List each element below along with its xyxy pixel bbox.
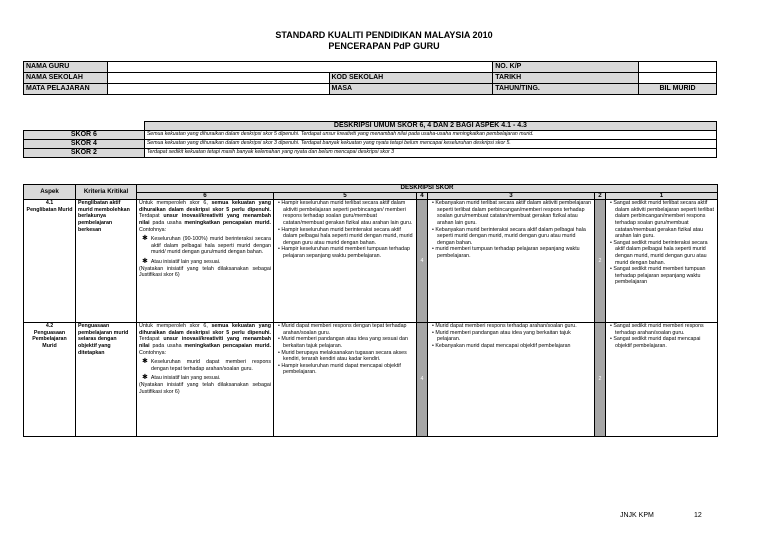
s6-intro-text: Contohnya: <box>139 226 167 233</box>
page-number: 12 <box>694 512 702 519</box>
label-bil-murid: BIL MURID <box>639 84 717 95</box>
list-item: • Kebanyakan murid dapat mencapai objektif pembelajaran <box>432 342 571 349</box>
s6-item: Keseluruhan (90-100%) murid berinteraksi secara aktif dalam pelbagai hala seperti murid dengan murid/ murid dengan guru/murid dengan bahan. <box>150 236 271 256</box>
score-2-cell[interactable]: 2 <box>595 323 606 437</box>
score-4-cell[interactable]: 4 <box>417 323 428 437</box>
head-s5: 5 <box>274 192 417 200</box>
s6-intro-text: Untuk memperoleh skor 6, <box>139 200 212 207</box>
head-s4: 4 <box>417 192 428 200</box>
aspek-number: 4.1 <box>45 200 54 207</box>
list-item: • Hampir keseluruhan murid dapat mencapai objektif pembelajaran. <box>278 362 401 376</box>
list-item: • Sangat sedikit murid memberi tumpuan terhadap pelajaran sepanjang waktu pembelajaran <box>610 266 706 286</box>
s6-item: Keseluruhan murid dapat memberi respons dengan tepat terhadap arahan/soalan guru. <box>150 359 271 372</box>
list-item: • Sangat sedikit murid dapat mencapai objektif pembelajaran. <box>610 336 701 349</box>
aspek-cell <box>24 323 76 437</box>
score-1-cell <box>606 323 718 437</box>
aspek-name: Penguasaan Pembelajaran Murid <box>32 329 67 349</box>
list-item: • Kebanyakan murid berinteraksi secara aktif dalam pelbagai hala seperti murid dengan murid, murid dengan guru atau murid dengan bahan. <box>432 226 586 246</box>
aspek-name: Penglibatan Murid <box>26 206 73 213</box>
list-item: • Kebanyakan murid terlibat secara aktif dalam aktiviti pembelajaran seperti terlibat dalam perbincangan/memberi respons terhadap soalan guru/membuat catatan/membuat gerakan fizikal atau arahan lain guru. <box>432 200 592 226</box>
list-item: • Hampir keseluruhan murid terlibat secara aktif dalam aktiviti pembelajaran seperti perbincangan/ memberi respons terhadap soalan guru/membuat catatan/membuat gerakan fizikal atau arahan lain guru. <box>278 200 413 226</box>
skor-6-desc: Semua kekuatan yang dihuraikan dalam deskripsi skor 5 dipenuhi. Terdapat unsur kreativiti yang menambah nilai pada usaha-usaha meningkatkan pembelajaran murid. <box>144 131 716 140</box>
asterisk-icon: ✱ <box>142 374 148 382</box>
label-tahun: TAHUN/TING. <box>493 84 639 95</box>
skor-2-label: SKOR 2 <box>24 149 145 158</box>
field-nama-guru[interactable] <box>107 62 492 73</box>
list-item: • murid memberi tumpuan terhadap pelajaran sepanjang waktu pembelajaran. <box>432 246 580 259</box>
s6-intro-bold: meningkatkan pencapaian murid. <box>184 342 271 349</box>
list-item: • Hampir keseluruhan murid memberi tumpuan terhadap pelajaran sepanjang waktu pembelajaran. <box>278 246 410 259</box>
page-subtitle: PENCERAPAN PdP GURU <box>328 41 440 51</box>
skor-4-desc: Semua kekuatan yang dihuraikan dalam deskripsi skor 3 dipenuhi. Terdapat banyak kekuatan yang nyata tetapi belum mencapai keseluruhan deskripsi skor 5. <box>144 140 716 149</box>
label-tarikh: TARIKH <box>493 73 639 84</box>
skor-table <box>23 121 717 158</box>
head-s1: 1 <box>606 192 718 200</box>
label-no-kp: NO. K/P <box>493 62 639 73</box>
s6-note: (Nyatakan inisiatif yang telah dilaksanakan sebagai Justifikasi skor 6) <box>139 381 271 395</box>
label-mata-pelajaran: MATA PELAJARAN <box>24 84 108 95</box>
page-title: STANDARD KUALITI PENDIDIKAN MALAYSIA 2010 <box>275 30 493 40</box>
score-5-cell <box>274 323 417 437</box>
score-5-cell <box>274 200 417 323</box>
list-item: • Murid memberi pandangan atau idea yang sesuai dan berkaitan tajuk pelajaran. <box>278 336 408 349</box>
s6-intro-bold: unsur inovasi/kreativiti yang menambah nilai <box>139 213 271 226</box>
score-6-cell <box>137 323 274 437</box>
list-item: • Murid dapat memberi respons dengan tepat terhadap arahan/soalan guru. <box>278 323 407 336</box>
field-mata-pelajaran[interactable] <box>107 84 329 95</box>
head-s2: 2 <box>595 192 606 200</box>
s6-intro-text: Terdapat <box>139 336 164 343</box>
score-4-cell[interactable]: 4 <box>417 200 428 323</box>
head-aspek: Aspek <box>24 185 76 200</box>
list-item: • Hampir keseluruhan murid berinteraksi secara aktif dalam pelbagai hala seperti murid dengan murid, murid dengan guru atau murid dengan bahan. <box>278 226 413 246</box>
asterisk-icon: ✱ <box>142 257 148 265</box>
label-masa: MASA <box>329 84 493 95</box>
aspek-number: 4.2 <box>45 323 54 330</box>
kriteria-cell: Penguasaan pembelajaran murid selaras dengan objektif yang ditetapkan <box>76 323 137 437</box>
score-1-cell <box>606 200 718 323</box>
list-item: • Sangat sedikit murid berinteraksi secara aktif dalam pelbagai hala seperti murid dengan murid, murid dengan guru atau murid dengan bahan. <box>610 239 708 266</box>
s6-item: Atau inisiatif lain yang sesuai. <box>150 375 221 382</box>
s6-intro-bold: meningkatkan pencapaian murid. <box>184 219 271 226</box>
field-nama-sekolah[interactable] <box>107 73 329 84</box>
info-table <box>23 61 717 95</box>
score-2-cell[interactable]: 2 <box>595 200 606 323</box>
aspek-cell <box>24 200 76 323</box>
field-no-kp[interactable] <box>639 62 717 73</box>
head-kriteria: Kriteria Kritikal <box>76 185 137 200</box>
list-item: • Murid memberi pandangan atau idea yang berkaitan tajuk pelajaran. <box>432 329 571 343</box>
head-s3: 3 <box>428 192 595 200</box>
score-3-cell <box>428 200 595 323</box>
head-deskripsi: DESKRIPSI SKOR <box>137 185 718 193</box>
asterisk-icon: ✱ <box>142 358 148 366</box>
rubric-table <box>23 184 718 437</box>
list-item: • Sangat sedikit murid terlibat secara aktif dalam aktiviti pembelajaran seperti terlibat dalam perbincangan/memberi respons terhadap soalan guru/membuat catatan/membuat gerakan fizikal atau arahan lain guru. <box>610 200 714 240</box>
s6-item: Atau inisiatif lain yang sesuai. <box>150 258 221 265</box>
label-nama-sekolah: NAMA SEKOLAH <box>24 73 108 84</box>
table-row <box>24 200 718 323</box>
table-row <box>24 323 718 437</box>
skor-4-label: SKOR 4 <box>24 140 145 149</box>
list-item: • Sangat sedikit murid memberi respons terhadap arahan/soalan guru. <box>610 323 704 336</box>
skor-2-desc: Terdapat sedikit kekuatan tetapi masih banyak kelemahan yang nyata dan belum mencapai deskripsi skor 3 <box>144 149 716 158</box>
list-item: • Murid dapat memberi respons terhadap arahan/soalan guru. <box>432 323 577 330</box>
label-nama-guru: NAMA GURU <box>24 62 108 73</box>
skor-title: DESKRIPSI UMUM SKOR 6, 4 DAN 2 BAGI ASPEK 4.1 - 4.3 <box>144 122 716 131</box>
s6-intro-text: pada usaha <box>149 219 185 226</box>
s6-intro-text: pada usaha <box>149 342 185 349</box>
head-s6: 6 <box>137 192 274 200</box>
score-6-cell <box>137 200 274 323</box>
skor-6-label: SKOR 6 <box>24 131 145 140</box>
s6-intro-text: Untuk memperoleh skor 6, <box>139 323 212 330</box>
s6-intro-text: Terdapat <box>139 213 164 220</box>
score-3-cell <box>428 323 595 437</box>
s6-intro-bold: semua kekuatan yang dihuraikan dalam deskripsi skor 5 perlu dipenuhi. <box>139 323 271 336</box>
kriteria-cell: Penglibatan aktif murid membolehkan berlakunya pembelajaran berkesan <box>76 200 137 323</box>
s6-note: (Nyatakan inisiatif yang telah dilaksanakan sebagai Justifikasi skor 6) <box>139 265 271 279</box>
list-item: • Murid berupaya melaksanakan tugasan secara akses kendiri, terarah kendiri atau kadar kendiri. <box>278 349 407 363</box>
s6-intro-bold: semua kekuatan yang dihuraikan dalam deskripsi skor 5 perlu dipenuhi. <box>139 200 271 213</box>
footer-org: JNJK KPM <box>620 512 654 519</box>
label-kod-sekolah: KOD SEKOLAH <box>329 73 493 84</box>
s6-intro-bold: unsur inovasi/kreativiti yang menambah nilai <box>139 336 271 349</box>
s6-intro-text: Contohnya: <box>139 349 167 356</box>
field-tarikh[interactable] <box>639 73 717 84</box>
asterisk-icon: ✱ <box>142 235 148 243</box>
